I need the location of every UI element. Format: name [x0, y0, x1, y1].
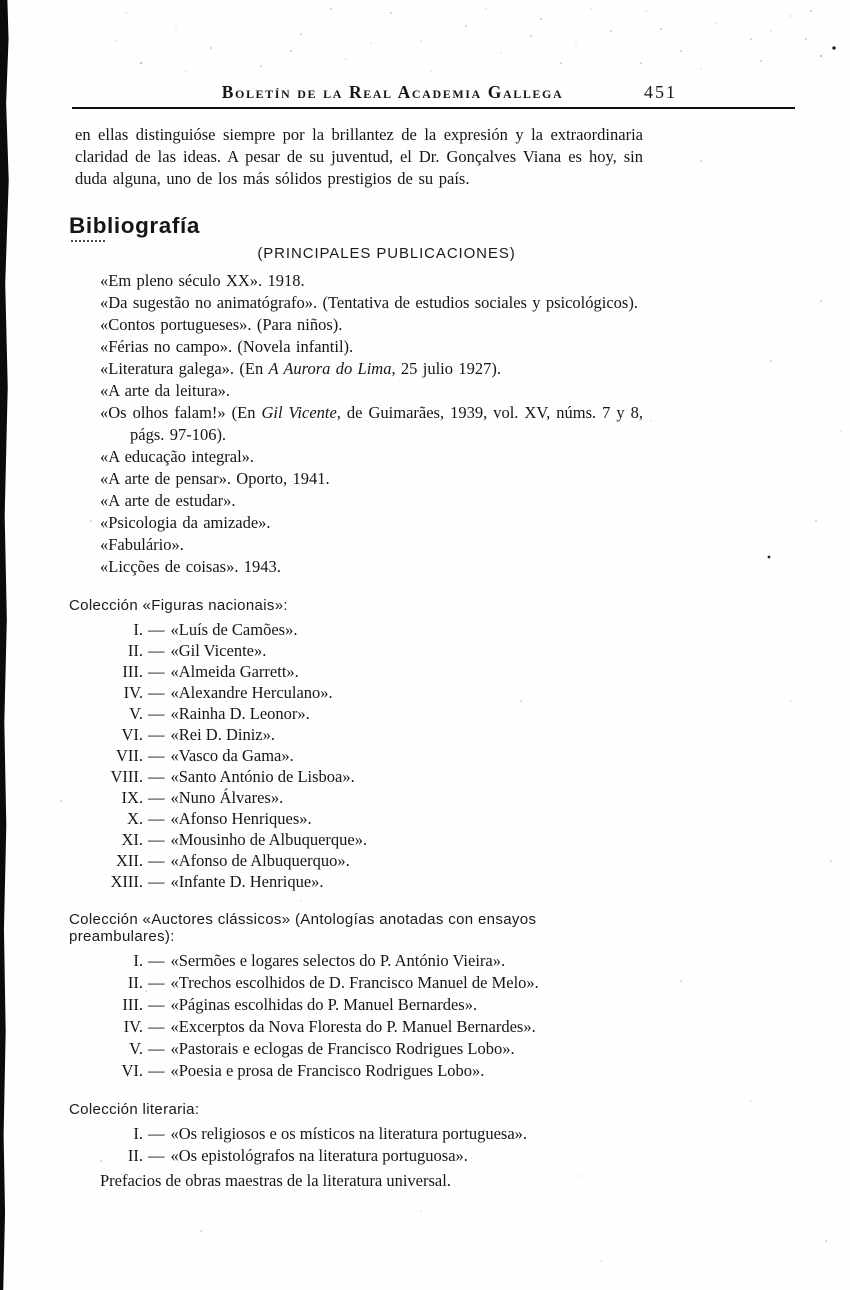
item-numeral: XII.	[115, 851, 143, 870]
item-separator: —	[148, 1039, 165, 1058]
item-title: «Infante D. Henrique».	[170, 872, 324, 891]
collection-items	[75, 950, 643, 1082]
item-numeral: VIII.	[110, 767, 143, 786]
publication-text: «Férias no campo». (Novela infantil).	[100, 337, 354, 356]
collection-heading: Colección «Auctores clássicos» (Antologías anotadas con ensayos preambulares):	[69, 911, 537, 945]
publication-entry	[75, 512, 643, 534]
item-title: «Nuno Álvares».	[170, 788, 284, 807]
collection-item	[75, 745, 643, 766]
item-numeral: VI.	[121, 1061, 143, 1080]
closing-line: Prefacios de obras maestras de la literatura universal.	[100, 1171, 451, 1190]
heading-underline-artifact	[71, 240, 105, 242]
publication-entry	[75, 358, 643, 380]
item-title: «Afonso de Albuquerquo».	[170, 851, 350, 870]
item-title: «Pastorais e eclogas de Francisco Rodrigues Lobo».	[170, 1039, 515, 1058]
item-separator: —	[148, 704, 165, 723]
item-title: «Mousinho de Albuquerque».	[170, 830, 368, 849]
collection-section	[69, 1101, 643, 1167]
collection-item	[75, 972, 643, 994]
item-numeral: V.	[129, 1039, 143, 1058]
item-separator: —	[148, 1124, 165, 1143]
running-header	[75, 82, 710, 103]
bibliography-subheading: (PRINCIPALES PUBLICACIONES)	[257, 245, 516, 262]
journal-title: Boletín de la Real Academia Gallega	[221, 82, 564, 102]
collection-items	[75, 619, 643, 892]
item-title: «Santo António de Lisboa».	[170, 767, 355, 786]
item-title: «Os epistológrafos na literatura portuguosa».	[170, 1146, 468, 1165]
item-separator: —	[148, 767, 165, 786]
publication-text: «A arte da leitura».	[100, 381, 231, 400]
item-numeral: III.	[122, 662, 143, 681]
item-numeral: IX.	[121, 788, 143, 807]
item-title: «Trechos escolhidos de D. Francisco Manuel de Melo».	[170, 973, 539, 992]
publication-text: , 25 julio 1927).	[391, 359, 501, 378]
collection-item	[75, 1038, 643, 1060]
item-numeral: II.	[127, 973, 143, 992]
item-separator: —	[148, 683, 165, 702]
item-title: «Luís de Camões».	[170, 620, 298, 639]
item-numeral: X.	[126, 809, 143, 828]
item-numeral: II.	[127, 641, 143, 660]
collection-item	[75, 619, 643, 640]
item-title: «Os religiosos e os místicos na literatura portuguesa».	[170, 1124, 528, 1143]
publication-text: «Literatura galega». (En	[100, 359, 269, 378]
collection-heading: Colección literaria:	[69, 1101, 200, 1118]
publication-entry	[75, 556, 643, 578]
item-separator: —	[148, 973, 165, 992]
collection-section	[69, 597, 643, 892]
item-numeral: IV.	[123, 1017, 143, 1036]
item-numeral: XI.	[121, 830, 143, 849]
item-title: «Alexandre Herculano».	[170, 683, 333, 702]
item-title: «Vasco da Gama».	[170, 746, 294, 765]
item-separator: —	[148, 1061, 165, 1080]
publication-text: «Licções de coisas». 1943.	[100, 557, 281, 576]
item-title: «Rei D. Diniz».	[170, 725, 275, 744]
publications-list	[75, 270, 643, 578]
item-numeral: VII.	[115, 746, 143, 765]
item-separator: —	[148, 746, 165, 765]
publication-entry	[75, 314, 643, 336]
publication-text: «A arte de estudar».	[100, 491, 236, 510]
item-title: «Afonso Henriques».	[170, 809, 312, 828]
item-numeral: XIII.	[110, 872, 143, 891]
item-separator: —	[148, 1017, 165, 1036]
item-title: «Gil Vicente».	[170, 641, 267, 660]
item-title: «Sermões e logares selectos do P. António Vieira».	[170, 951, 506, 970]
collection-item	[75, 808, 643, 829]
item-numeral: I.	[133, 620, 143, 639]
item-separator: —	[148, 872, 165, 891]
collection-item	[75, 829, 643, 850]
item-separator: —	[148, 851, 165, 870]
collections	[69, 597, 643, 1167]
publication-text: «Contos portugueses». (Para niños).	[100, 315, 343, 334]
collection-item	[75, 1060, 643, 1082]
item-separator: —	[148, 830, 165, 849]
collection-item	[75, 1016, 643, 1038]
collection-item	[75, 1145, 643, 1167]
page-number: 451	[644, 82, 677, 102]
item-numeral: IV.	[123, 683, 143, 702]
collection-item	[75, 1123, 643, 1145]
collection-item	[75, 766, 643, 787]
publication-text: «A arte de pensar». Oporto, 1941.	[100, 469, 330, 488]
item-title: «Rainha D. Leonor».	[170, 704, 310, 723]
item-separator: —	[148, 1146, 165, 1165]
collection-items	[75, 1123, 643, 1167]
item-numeral: I.	[133, 1124, 143, 1143]
collection-heading: Colección «Figuras nacionais»:	[69, 597, 288, 614]
header-rule	[72, 107, 795, 109]
item-numeral: II.	[127, 1146, 143, 1165]
item-separator: —	[148, 725, 165, 744]
publication-entry	[75, 534, 643, 556]
publication-text: «Fabulário».	[100, 535, 184, 554]
item-numeral: V.	[129, 704, 143, 723]
collection-item	[75, 682, 643, 703]
publication-entry	[75, 292, 643, 314]
publication-title-italic: Gil Vicente	[261, 403, 337, 422]
publication-entry	[75, 490, 643, 512]
item-numeral: III.	[122, 995, 143, 1014]
publication-text: , de Guimarães, 1939, vol. XV, núms. 7 y 8, págs. 97-106).	[130, 403, 643, 444]
item-separator: —	[148, 641, 165, 660]
item-title: «Excerptos da Nova Floresta do P. Manuel Bernardes».	[170, 1017, 536, 1036]
scanner-edge-artifact	[0, 0, 9, 1290]
publication-entry	[75, 336, 643, 358]
publication-text: «A educação integral».	[100, 447, 255, 466]
item-numeral: VI.	[121, 725, 143, 744]
page-body	[69, 124, 643, 1192]
publication-entry	[75, 468, 643, 490]
item-title: «Páginas escolhidas do P. Manuel Bernardes».	[170, 995, 478, 1014]
item-separator: —	[148, 809, 165, 828]
collection-item	[75, 950, 643, 972]
publication-entry	[75, 270, 643, 292]
item-separator: —	[148, 788, 165, 807]
publication-text: «Os olhos falam!» (En	[100, 403, 262, 422]
item-separator: —	[148, 951, 165, 970]
item-title: «Poesia e prosa de Francisco Rodrigues Lobo».	[170, 1061, 485, 1080]
publication-text: «Em pleno século XX». 1918.	[100, 271, 305, 290]
item-numeral: I.	[133, 951, 143, 970]
collection-item	[75, 661, 643, 682]
scan-noise-body	[0, 0, 2, 2]
publication-text: «Psicologia da amizade».	[100, 513, 271, 532]
collection-item	[75, 787, 643, 808]
item-title: «Almeida Garrett».	[170, 662, 299, 681]
bibliography-heading: Bibliografía	[69, 213, 200, 238]
intro-paragraph: en ellas distinguióse siempre por la brillantez de la expresión y la extraordinaria claridad de las ideas. A pesar de su juventud, el Dr. Gonçalves Viana es hoy, sin duda alguna, uno de los más sólidos prestigios de su país.	[75, 125, 643, 188]
collection-item	[75, 703, 643, 724]
collection-item	[75, 724, 643, 745]
publication-entry	[75, 446, 643, 468]
collection-item	[75, 640, 643, 661]
item-separator: —	[148, 620, 165, 639]
collection-item	[75, 871, 643, 892]
collection-item	[75, 994, 643, 1016]
publication-title-italic: A Aurora do Lima	[268, 359, 392, 378]
item-separator: —	[148, 662, 165, 681]
publication-text: «Da sugestão no animatógrafo». (Tentativa de estudios sociales y psicológicos).	[100, 293, 638, 312]
publication-entry	[75, 402, 643, 446]
item-separator: —	[148, 995, 165, 1014]
collection-item	[75, 850, 643, 871]
collection-section	[69, 911, 643, 1082]
publication-entry	[75, 380, 643, 402]
